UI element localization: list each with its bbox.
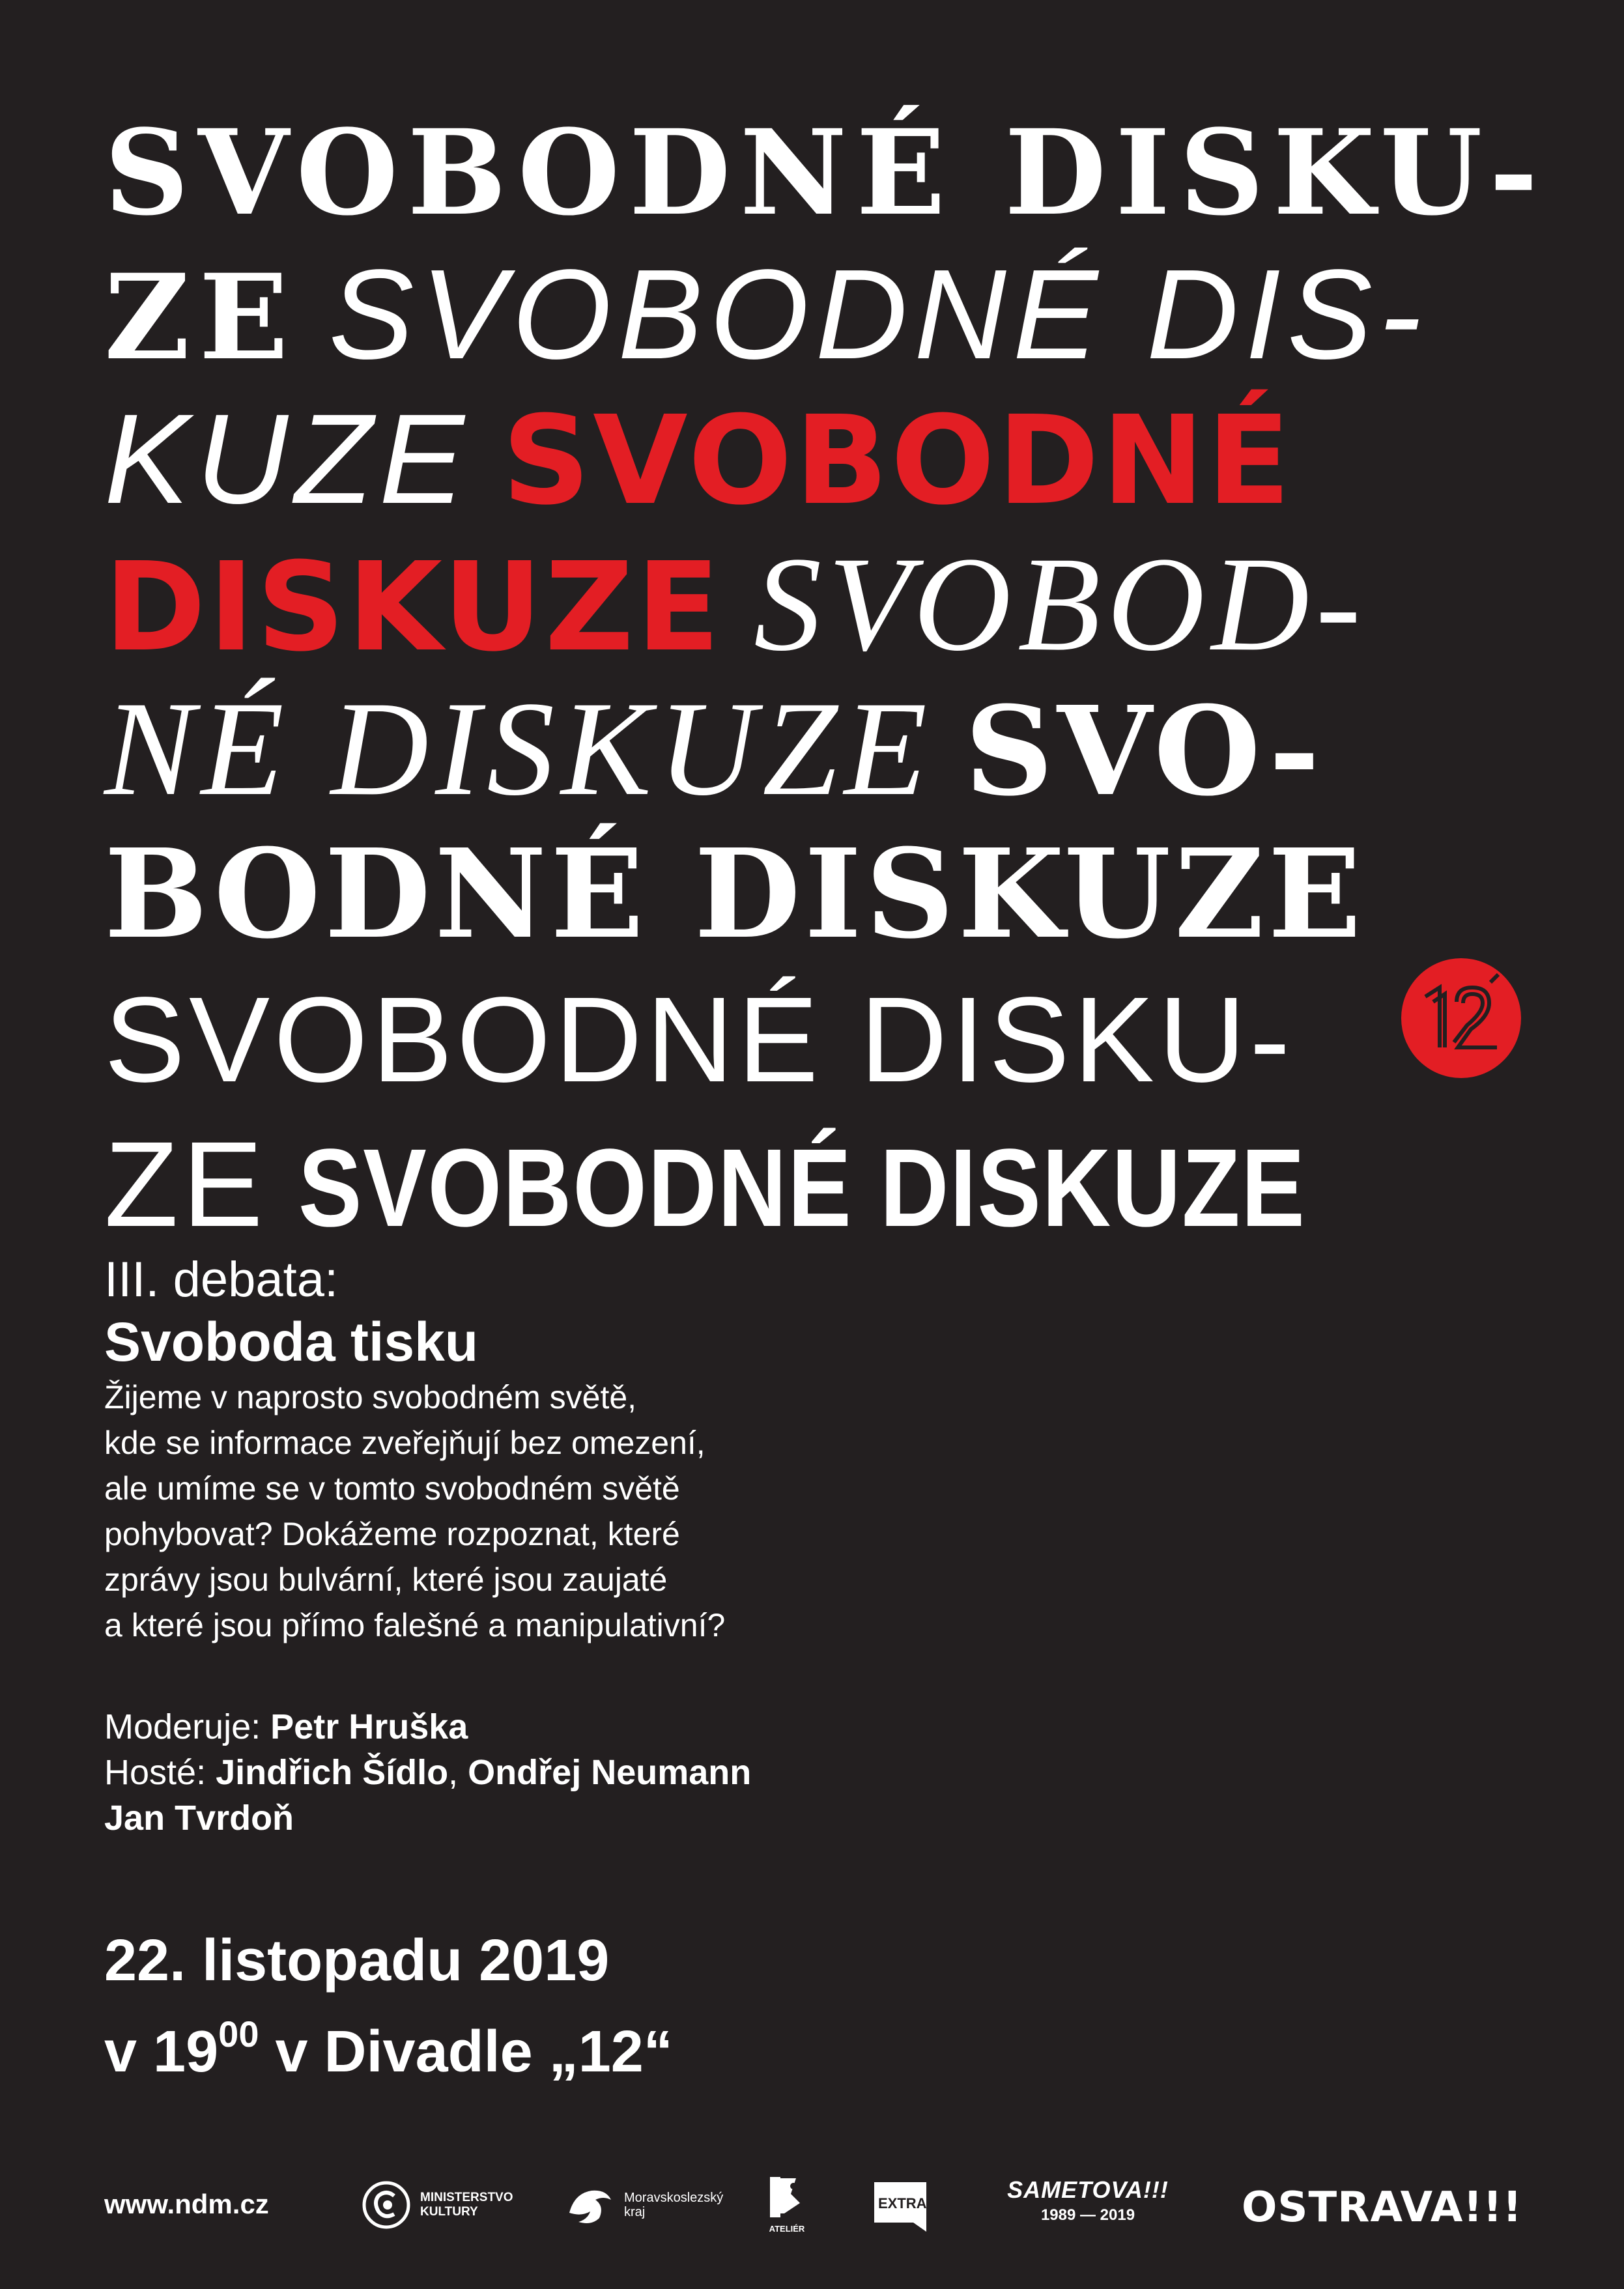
headline-phrase: SVOBODNÉ DIS- (328, 243, 1428, 386)
description-line: pohybovat? Dokážeme rozpoznat, které (104, 1516, 680, 1552)
guests-label: Hosté: (104, 1753, 207, 1792)
ministry-emblem-icon (362, 2180, 411, 2230)
debate-info (104, 1251, 1081, 1648)
sametova-logo (997, 2176, 1179, 2234)
region-line1: Moravskoslezský (624, 2191, 724, 2205)
moderator-name: Petr Hruška (270, 1707, 468, 1746)
headline-block (104, 98, 1547, 1255)
description-line: ale umíme se v tomto svobodném světě (104, 1470, 680, 1507)
guest-name: Jan Tvrdoň (104, 1798, 294, 1838)
headline-line-5 (104, 676, 1537, 821)
atelier-label: ATELIÉR (769, 2224, 805, 2234)
event-time: v 19 (104, 2019, 219, 2084)
headline-phrase: SVOBODNÉ DISKU- (104, 973, 1294, 1107)
headline-line-2 (104, 242, 1537, 387)
headline-phrase: BODNÉ DISKUZE (104, 822, 1365, 966)
description-line: a které jsou přímo falešné a manipulativní? (104, 1607, 726, 1643)
sametova-title: SAMETOVA!!! (1007, 2176, 1169, 2203)
headline-line-3 (104, 387, 1537, 532)
event-venue: v Divadle „12“ (275, 2019, 673, 2084)
headline-phrase: SVO- (964, 679, 1324, 823)
headline-phrase-red: DISKUZE (104, 536, 723, 679)
description-line: kde se informace zveřejňují bez omezení, (104, 1425, 705, 1461)
ostrava-logo: OSTRAVA!!! (1242, 2183, 1522, 2232)
event-date: 22. listopadu 2019 (104, 1928, 610, 1993)
headline-phrase: ZE (104, 249, 298, 386)
extra-label: EXTRA (878, 2195, 927, 2211)
logo-text: 12 (1461, 1080, 1462, 1081)
headline-phrase-red: SVOBODNÉ (502, 390, 1294, 532)
headline-line-7 (104, 965, 1537, 1110)
ministry-of-culture-logo (362, 2176, 513, 2234)
extra-logo (872, 2177, 929, 2232)
debate-label: III. debata: (104, 1252, 339, 1307)
guest-name: Ondřej Neumann (468, 1753, 752, 1792)
headline-line-4 (104, 529, 1537, 679)
event-time-venue (104, 2006, 673, 2097)
description-line: zprávy jsou bulvární, které jsou zaujaté (104, 1561, 668, 1598)
guests-row-2 (104, 1795, 751, 1841)
sametova-years: 1989 — 2019 (1040, 2206, 1135, 2224)
debate-title: Svoboda tisku (104, 1311, 479, 1372)
headline-phrase: SVOBODNÉ DISKUZE (298, 1126, 1306, 1250)
region-line2: kraj (624, 2205, 646, 2219)
headline-phrase: SVOBOD- (754, 529, 1367, 679)
moderator-row (104, 1704, 751, 1750)
divadlo-12-logo (1399, 956, 1523, 1080)
website-link[interactable]: www.ndm.cz (104, 2189, 269, 2219)
guest-separator: , (448, 1753, 459, 1792)
event-time-minutes: 00 (218, 2013, 259, 2054)
event-datetime (104, 1915, 673, 2097)
debate-description (104, 1374, 1081, 1648)
moderator-label: Moderuje: (104, 1707, 261, 1746)
headline-phrase: SVOBODNÉ DISKU- (104, 104, 1547, 242)
headline-phrase: KUZE (104, 388, 471, 530)
guests-row (104, 1750, 751, 1795)
headline-line-6 (104, 821, 1537, 965)
partner-footer (0, 2169, 1624, 2247)
moravian-silesian-region-logo (565, 2176, 723, 2234)
region-emblem-icon (565, 2180, 615, 2230)
ministry-line1: MINISTERSTVO (420, 2191, 513, 2204)
participants (104, 1704, 751, 1841)
ministry-line2: KULTURY (420, 2205, 478, 2219)
headline-phrase: NÉ DISKUZE (104, 674, 933, 823)
description-line: Žijeme v naprosto svobodném světě, (104, 1379, 637, 1415)
atelier-logo (767, 2174, 806, 2237)
guest-name: Jindřich Šídlo (216, 1753, 449, 1792)
headline-line-1 (104, 98, 1547, 242)
headline-line-8 (104, 1110, 1537, 1255)
headline-phrase: ZE (104, 1117, 267, 1252)
